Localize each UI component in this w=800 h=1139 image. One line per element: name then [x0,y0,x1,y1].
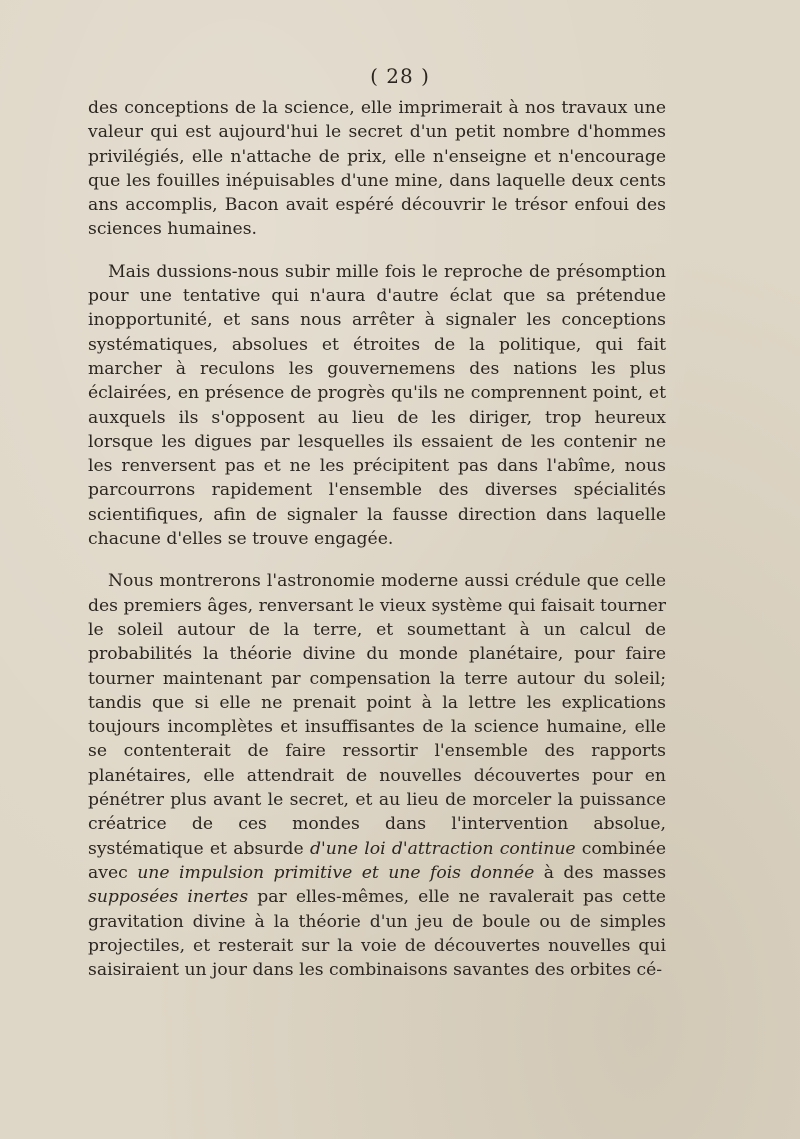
paragraph-1 [88,96,666,242]
paragraph-3-text-c: à des masses [534,862,667,883]
paragraph-3-text-b: combinée avec [88,838,666,883]
italic-phrase-loi-attraction: d'une loi d'attraction continue [309,838,576,859]
italic-phrase-masses-inertes: supposées inertes [88,887,249,908]
body-text [88,96,666,1000]
paragraph-3 [88,569,666,982]
paragraph-1-text: des conceptions de la science, elle imprimerait à nos travaux une valeur qui est aujourd'hui le secret d'un petit nombre d'hommes privilégiés, elle n'attache de prix, elle n'enseigne et n'encourage que les fouilles inépuisables d'une mine, dans laquelle deux cents ans accomplis, Bacon avait espéré découvrir le trésor enfoui des sciences humaines. [88,98,666,240]
paragraph-2-text: Mais dussions-nous subir mille fois le reproche de présomption pour une tentative qui n'aura d'autre éclat que sa prétendue inopportunité, et sans nous arrêter à signaler les conceptions systématiques, absolues et étroites de la politique, qui fait marcher à reculons les gouvernemens des nations les plus éclairées, en présence de progrès qu'ils ne comprennent point, et auxquels ils s'opposent au lieu de les diriger, trop heureux lorsque les digues par lesquelles ils essaient de les contenir ne les renversent pas et ne les précipitent pas dans l'abîme, nous parcourrons rapidement l'ensemble des diverses spécialités scientifiques, afin de signaler la fausse direction dans laquelle chacune d'elles se trouve engagée. [88,261,666,550]
paragraph-3-text-a: Nous montrerons l'astronomie moderne aussi crédule que celle des premiers âges, renversant le vieux système qui faisait tourner le soleil autour de la terre, et soumettant à un calcul de probabilités la théorie divine du monde planétaire, pour faire tourner maintenant par compensation la terre autour du soleil; tandis que si elle ne prenait point à la lettre les explications toujours incomplètes et insuffisantes de la science humaine, elle se contenterait de faire ressortir l'ensemble des rapports planétaires, elle attendrait de nouvelles découvertes pour en pénétrer plus avant le secret, et au lieu de morceler la puissance créatrice de ces mondes dans l'intervention absolue, systématique et absurde [88,571,666,859]
page-number: ( 28 ) [370,64,430,88]
paragraph-2 [88,260,666,552]
italic-phrase-impulsion: une impulsion primitive et une fois donnée [137,862,535,883]
paragraph-3-text-d: par elles-mêmes, elle ne ravalerait pas cette gravitation divine à la théorie d'un jeu de boule ou de simples projectiles, et resterait sur la voie de découvertes nouvelles qui saisiraient un jour dans les combinaisons savantes des orbites cé- [88,887,666,981]
